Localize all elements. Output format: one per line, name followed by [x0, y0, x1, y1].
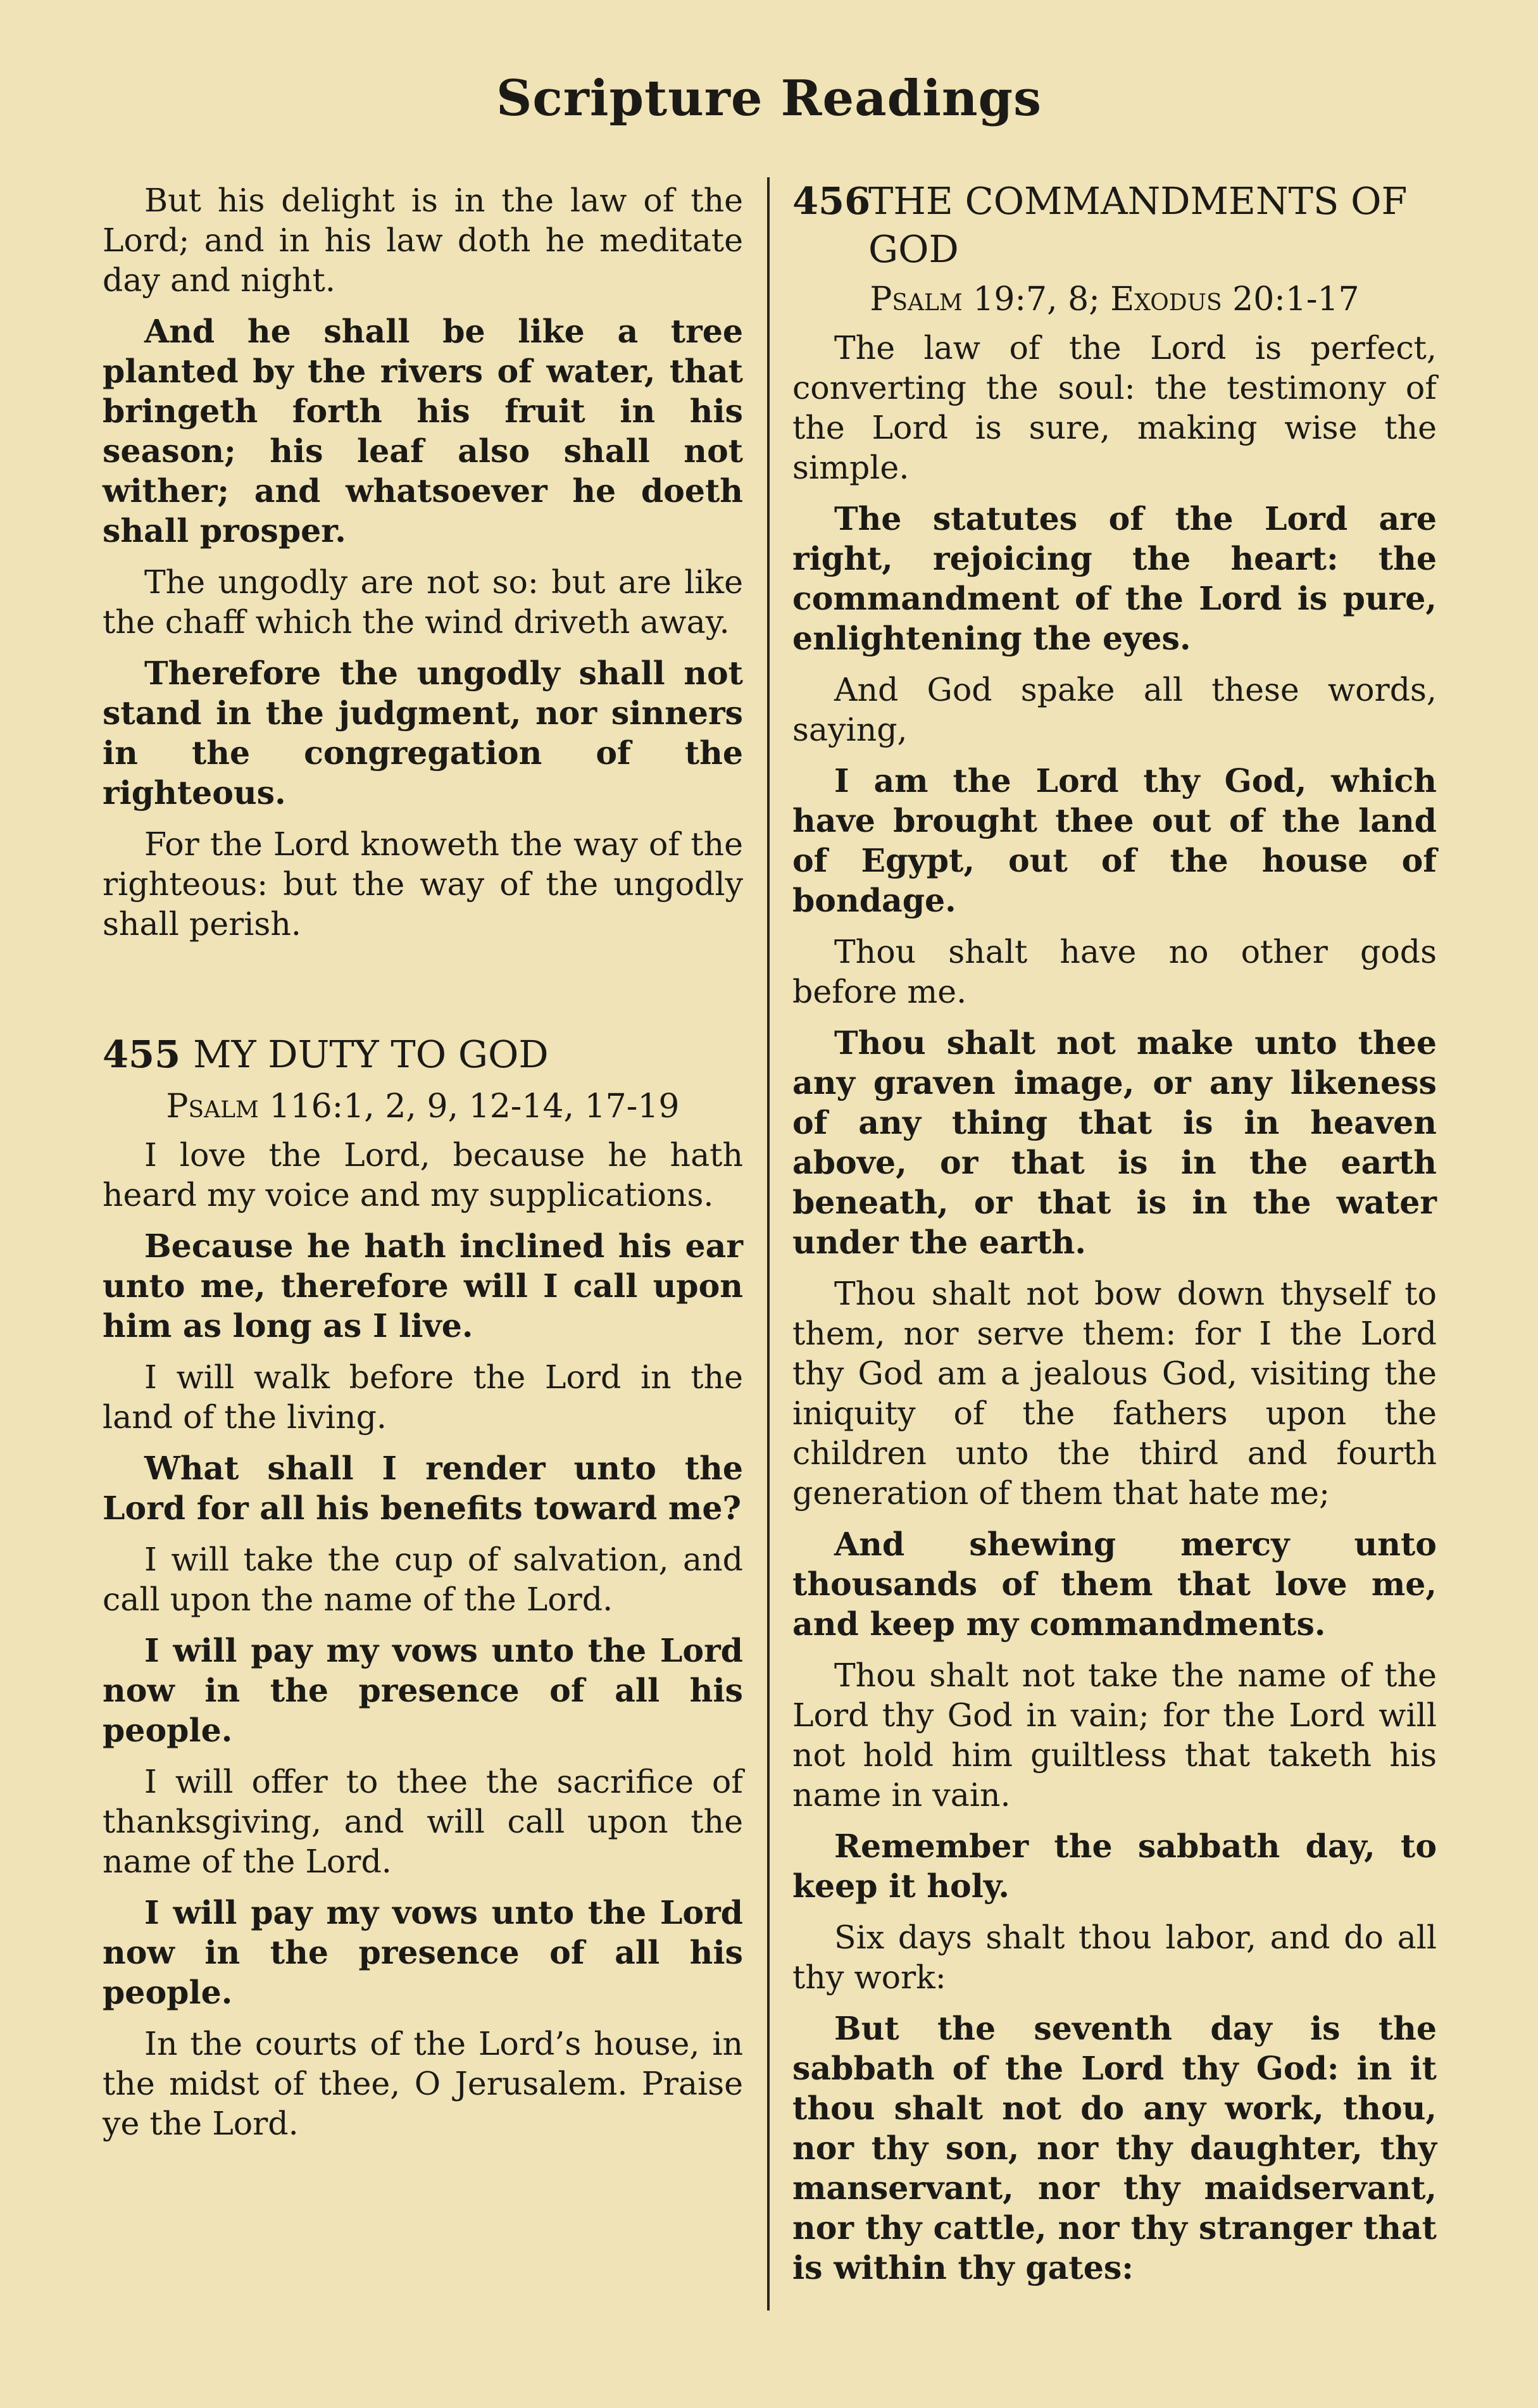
section-456-paragraphs — [792, 328, 1437, 2288]
left-column — [103, 180, 743, 2155]
section-title: THE COMMANDMENTS OF GOD — [868, 179, 1408, 271]
verse-paragraph: I will pay my vows unto the Lord now in the presence of all his people. — [103, 1894, 743, 2011]
section-title: MY DUTY TO GOD — [193, 1032, 549, 1076]
section-heading-455 — [103, 1031, 743, 1078]
verse-paragraph: And he shall be like a tree planted by the rivers of water, that bringeth forth his fruit in his season; his leaf also shall not wither; and whatsoever he doeth shall prosper. — [103, 313, 743, 549]
verse-paragraph: Therefore the ungodly shall not stand in the judgment, nor sinners in the congregation of the righteous. — [103, 655, 743, 812]
verse-paragraph: The statutes of the Lord are right, rejoicing the heart: the commandment of the Lord is pure, enlightening the eyes. — [792, 500, 1437, 657]
column-divider — [767, 177, 770, 2311]
verse-paragraph: I am the Lord thy God, which have brought thee out of the land of Egypt, out of the house of bondage. — [792, 762, 1437, 919]
verse-paragraph: And shewing mercy unto thousands of them that love me, and keep my commandments. — [792, 1526, 1437, 1643]
verse-paragraph: But the seventh day is the sabbath of the Lord thy God: in it thou shalt not do any work, thou, nor thy son, nor thy daughter, thy manservant, nor thy maidservant, nor thy cattle, nor thy stranger that is within thy gates: — [792, 2010, 1437, 2286]
verse-paragraph: I love the Lord, because he hath heard my voice and my supplications. — [103, 1136, 743, 1213]
scripture-reference: Psalm 19:7, 8; Exodus 20:1-17 — [870, 280, 1360, 318]
verse-paragraph: Thou shalt have no other gods before me. — [792, 933, 1437, 1010]
verse-paragraph: Because he hath inclined his ear unto me, therefore will I call upon him as long as I live. — [103, 1227, 743, 1345]
verse-paragraph: What shall I render unto the Lord for all his benefits toward me? — [103, 1450, 743, 1527]
verse-paragraph: And God spake all these words, saying, — [792, 671, 1437, 748]
page-title: Scripture Readings — [496, 70, 1042, 127]
verse-paragraph: Thou shalt not make unto thee any graven image, or any likeness of any thing that is in heaven above, or that is in the earth beneath, or that is in the water under the earth. — [792, 1024, 1437, 1261]
verse-paragraph: I will offer to thee the sacrifice of thanksgiving, and will call upon the name of the Lord. — [103, 1763, 743, 1880]
verse-paragraph: I will take the cup of salvation, and call upon the name of the Lord. — [103, 1541, 743, 1618]
verse-paragraph: Thou shalt not take the name of the Lord thy God in vain; for the Lord will not hold him guiltless that taketh his name in vain. — [792, 1657, 1437, 1814]
section-number: 456 — [792, 179, 871, 223]
verse-paragraph: Six days shalt thou labor, and do all thy work: — [792, 1919, 1437, 1996]
verse-paragraph: Thou shalt not bow down thyself to them, nor serve them: for I the Lord thy God am a jealous God, visiting the iniquity of the fathers upon the children unto the third and fourth generation of them that hate me; — [792, 1275, 1437, 1512]
scripture-reference: Psalm 116:1, 2, 9, 12-14, 17-19 — [166, 1088, 680, 1126]
verse-paragraph: I will walk before the Lord in the land of the living. — [103, 1358, 743, 1436]
verse-paragraph: In the courts of the Lord’s house, in the midst of thee, O Jerusalem. Praise ye the Lord. — [103, 2025, 743, 2142]
section-number: 455 — [103, 1032, 181, 1076]
verse-paragraph: For the Lord knoweth the way of the righteous: but the way of the ungodly shall perish. — [103, 825, 743, 943]
verse-paragraph: Remember the sabbath day, to keep it holy. — [792, 1828, 1437, 1905]
left-top-paragraphs — [103, 180, 743, 944]
verse-paragraph: But his delight is in the law of the Lord; and in his law doth he meditate day and night. — [103, 182, 743, 299]
verse-paragraph: I will pay my vows unto the Lord now in the presence of all his people. — [103, 1632, 743, 1749]
verse-paragraph: The ungodly are not so: but are like the chaff which the wind driveth away. — [103, 563, 743, 641]
right-column — [792, 177, 1437, 2299]
section-455-paragraphs — [103, 1135, 743, 2143]
section-heading-456 — [792, 177, 1437, 273]
verse-paragraph: The law of the Lord is perfect, converting the soul: the testimony of the Lord is sure, making wise the simple. — [792, 329, 1437, 486]
